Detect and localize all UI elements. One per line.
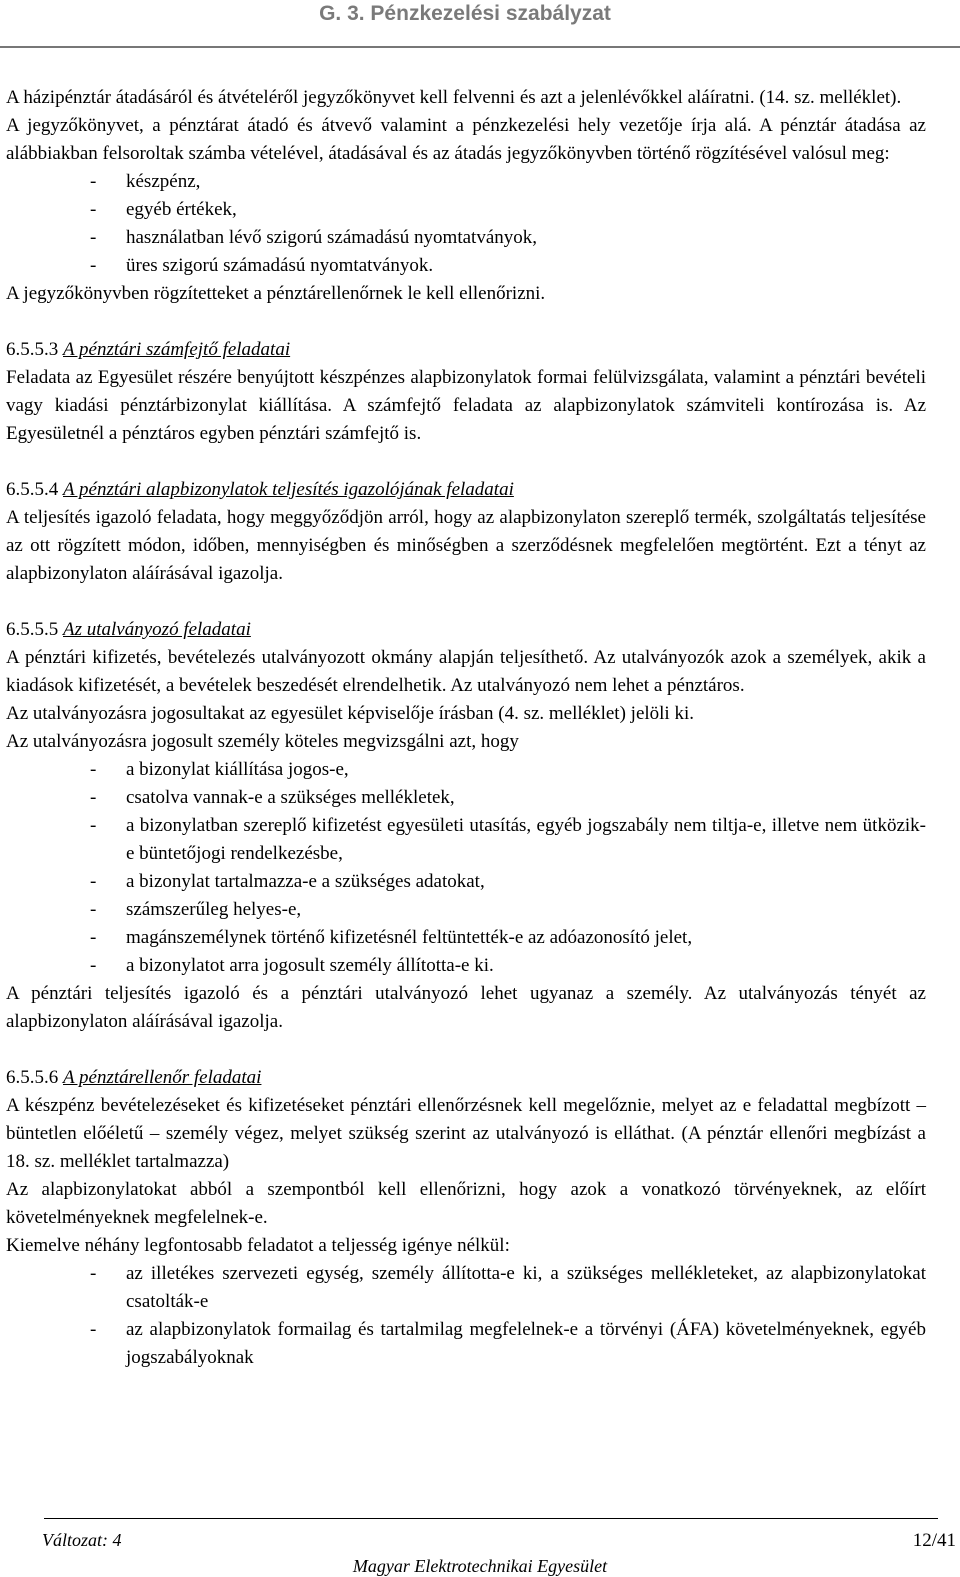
list-item: - az illetékes szervezeti egység, személy állította-e ki, a szükséges mellékleteket, az alapbizonylatokat csatolták-e [6, 1260, 926, 1316]
paragraph: A pénztári kifizetés, bevételezés utalványozott okmány alapján teljesíthető. Az utalványozók azok a személyek, akik a kiadások kifizetését, a bevételek beszedését elrendelhetik. Az utalványozó nem lehet a pénztáros. [6, 647, 926, 696]
list-item: - számszerűleg helyes-e, [6, 896, 926, 924]
controller-task-list [6, 1260, 926, 1372]
handover-list [6, 168, 926, 280]
list-item: - használatban lévő szigorú számadású nyomtatványok, [6, 224, 926, 252]
dash-marker: - [90, 171, 97, 192]
list-item: - magánszemélynek történő kifizetésnél feltüntették-e az adóazonosító jelet, [6, 924, 926, 952]
document-body [6, 84, 926, 1372]
document-title: G. 3. Pénzkezelési szabályzat [319, 2, 611, 25]
section-heading-6-5-5-6: 6.5.5.6 A pénztárellenőr feladatai [6, 1067, 262, 1088]
paragraph: Kiemelve néhány legfontosabb feladatot a teljesség igénye nélkül: [6, 1235, 510, 1256]
paragraph: Az utalványozásra jogosult személy köteles megvizsgálni azt, hogy [6, 731, 519, 752]
paragraph: A pénztári teljesítés igazoló és a pénztári utalványozó lehet ugyanaz a személy. Az utalványozás tényét az alapbizonylaton aláírásával igazolja. [6, 983, 926, 1032]
paragraph: Feladata az Egyesület részére benyújtott készpénzes alapbizonylatok formai felülvizsgálata, valamint a pénztári bevételi vagy kiadási pénztárbizonylat kiállítása. A számfejtő feladata az alapbizonylatok számviteli kontírozása is. Az Egyesületnél a pénztáros egyben pénztári számfejtő is. [6, 367, 926, 444]
dash-marker: - [90, 899, 97, 920]
list-item: - egyéb értékek, [6, 196, 926, 224]
dash-marker: - [90, 787, 97, 808]
list-item: - a bizonylat tartalmazza-e a szükséges adatokat, [6, 868, 926, 896]
footer-rule [44, 1518, 938, 1519]
page-footer [0, 1518, 960, 1576]
dash-marker: - [90, 955, 97, 976]
dash-marker: - [90, 759, 97, 780]
list-item: - csatolva vannak-e a szükséges mellékletek, [6, 784, 926, 812]
list-item: - üres szigorú számadású nyomtatványok. [6, 252, 926, 280]
dash-marker: - [90, 815, 97, 836]
dash-marker: - [90, 227, 97, 248]
paragraph: A házipénztár átadásáról és átvételéről jegyzőkönyvet kell felvenni és azt a jelenlévőkkel aláíratni. (14. sz. melléklet). [6, 87, 902, 108]
list-item: - az alapbizonylatok formailag és tartalmilag megfelelnek-e a törvényi (ÁFA) követelményeknek, egyéb jogszabályoknak [6, 1316, 926, 1372]
checklist [6, 756, 926, 980]
list-item: - a bizonylatban szereplő kifizetést egyesületi utasítás, egyéb jogszabály nem tiltja-e, illetve nem ütközik-e büntetőjogi rendelkezésbe, [6, 812, 926, 868]
paragraph: A készpénz bevételezéseket és kifizetéseket pénztári ellenőrzésnek kell megelőznie, melyet az e feladattal megbízott – büntetlen előéletű – személy végez, melyet szükség szerint az utalványozó is elláthat. (A pénztár ellenőri megbízást a 18. sz. melléklet tartalmazza) [6, 1095, 926, 1172]
dash-marker: - [90, 199, 97, 220]
dash-marker: - [90, 1263, 97, 1284]
paragraph: Az utalványozásra jogosultakat az egyesület képviselője írásban (4. sz. melléklet) jelöli ki. [6, 703, 694, 724]
section-heading-6-5-5-3: 6.5.5.3 A pénztári számfejtő feladatai [6, 339, 291, 360]
list-item: - a bizonylatot arra jogosult személy állította-e ki. [6, 952, 926, 980]
dash-marker: - [90, 1319, 97, 1340]
organization-name: Magyar Elektrotechnikai Egyesület [352, 1556, 608, 1576]
section-heading-6-5-5-4: 6.5.5.4 A pénztári alapbizonylatok teljesítés igazolójának feladatai [6, 479, 514, 500]
list-item: - készpénz, [6, 168, 926, 196]
dash-marker: - [90, 927, 97, 948]
paragraph: A teljesítés igazoló feladata, hogy meggyőződjön arról, hogy az alapbizonylaton szereplő termék, szolgáltatás teljesítése az ott rögzített módon, időben, mennyiségben és minőségben a szerződésnek megfelelően megtörtént. Ezt a tényt az alapbizonylaton aláírásával igazolja. [6, 507, 926, 584]
section-heading-6-5-5-5: 6.5.5.5 Az utalványozó feladatai [6, 619, 251, 640]
version-label: Változat: 4 [42, 1530, 122, 1550]
paragraph: Az alapbizonylatokat abból a szempontból kell ellenőrizni, hogy azok a vonatkozó törvényeknek, az előírt követelményeknek megfelelnek-e. [6, 1179, 926, 1228]
paragraph: A jegyzőkönyvet, a pénztárat átadó és átvevő valamint a pénzkezelési hely vezetője írja alá. A pénztár átadása az alábbiakban felsoroltak számba vételével, átadásával és az átadás jegyzőkönyvben történő rögzítésével valósul meg: [6, 115, 926, 164]
page-header [0, 0, 960, 48]
paragraph: A jegyzőkönyvben rögzítetteket a pénztárellenőrnek le kell ellenőrizni. [6, 283, 546, 304]
list-item: - a bizonylat kiállítása jogos-e, [6, 756, 926, 784]
page-number: 12/41 [912, 1530, 956, 1551]
dash-marker: - [90, 871, 97, 892]
dash-marker: - [90, 255, 97, 276]
